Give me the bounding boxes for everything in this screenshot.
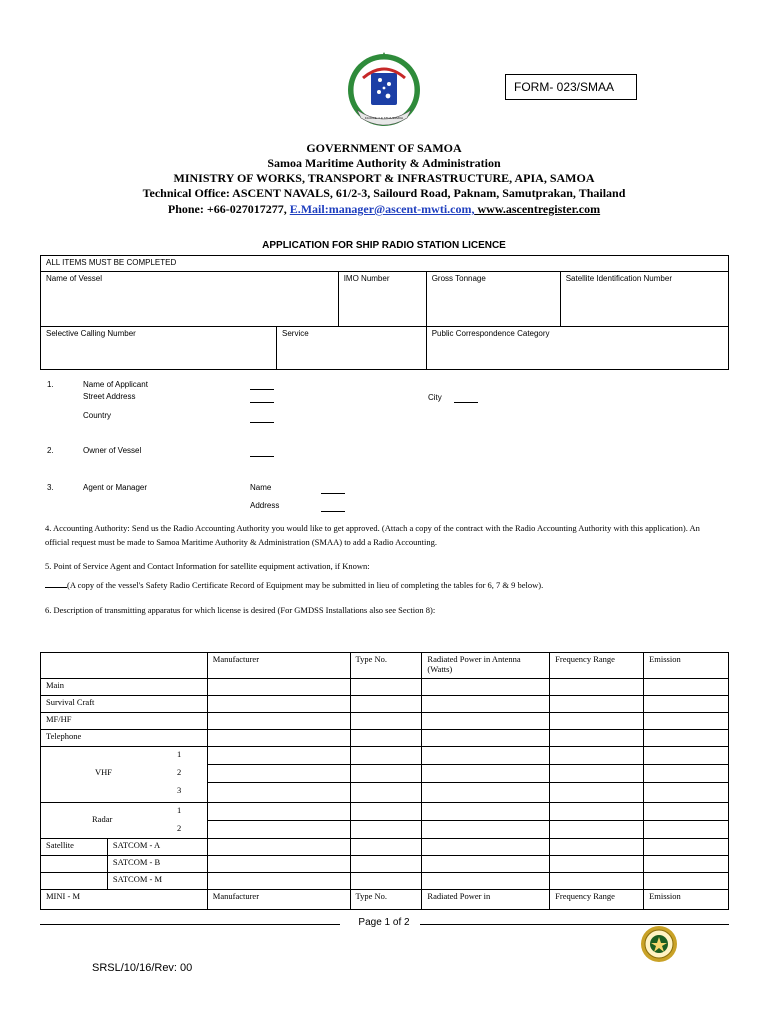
- website: www.ascentregister.com: [474, 202, 601, 216]
- service-agent-paragraph: 5. Point of Service Agent and Contact Information for satellite equipment activation, if Known:: [45, 561, 370, 571]
- transmitting-apparatus-table: [40, 652, 729, 910]
- agent-name-line[interactable]: [321, 484, 345, 494]
- table-row: [41, 696, 729, 713]
- agent-or-manager-label: Agent or Manager: [83, 483, 148, 492]
- table-row: [41, 747, 729, 765]
- page-number: Page 1 of 2: [358, 917, 410, 928]
- application-title: APPLICATION FOR SHIP RADIO STATION LICENCE: [262, 240, 506, 251]
- owner-line[interactable]: [250, 447, 274, 457]
- name-of-applicant-label: Name of Applicant: [83, 380, 148, 389]
- transmitting-apparatus-paragraph: 6. Description of transmitting apparatus for which license is desired (For GMDSS Installations also see Section 8):: [45, 605, 436, 615]
- authority-seal-icon: [640, 925, 678, 963]
- item-2-number: 2.: [47, 446, 54, 455]
- country-label: Country: [83, 411, 112, 420]
- table-row: [41, 679, 729, 696]
- header-contact: [0, 202, 768, 217]
- certificate-line[interactable]: [45, 579, 67, 588]
- repeat-header-frequency-range: Frequency Range: [550, 890, 644, 910]
- table-row: [41, 713, 729, 730]
- table-row: [41, 803, 729, 821]
- header-radiated-power: Radiated Power in Antenna (Watts): [422, 653, 550, 679]
- satellite-id-field[interactable]: Satellite Identification Number: [560, 272, 728, 327]
- item-3-number: 3.: [47, 483, 54, 492]
- table-row: [41, 730, 729, 747]
- note-cell: ALL ITEMS MUST BE COMPLETED: [41, 256, 729, 272]
- repeat-header-manufacturer: Manufacturer: [207, 890, 350, 910]
- table-row: [41, 873, 729, 890]
- street-address-label: Street Address: [83, 392, 136, 401]
- header-manufacturer: Manufacturer: [207, 653, 350, 679]
- repeat-header-type-no: Type No.: [350, 890, 422, 910]
- email-link[interactable]: E.Mail:manager@ascent-mwti.com,: [289, 202, 475, 216]
- agent-name-label: Name: [250, 483, 272, 492]
- vessel-info-table: [40, 255, 729, 370]
- satcom-a-label: SATCOM - A: [107, 839, 207, 856]
- form-code: FORM- 023/SMAA: [514, 80, 615, 94]
- country-line[interactable]: [250, 413, 274, 423]
- header-government: GOVERNMENT OF SAMOA: [306, 141, 462, 155]
- service-field[interactable]: Service: [277, 327, 427, 370]
- certificate-note: (A copy of the vessel's Safety Radio Certificate Record of Equipment may be submitted in lieu of completing the tables for 6, 7 & 9 below).: [45, 578, 725, 592]
- row-mfhf-label: MF/HF: [41, 713, 208, 730]
- satcom-m-label: SATCOM - M: [107, 873, 207, 890]
- crest-motto: FA'AVAE I LE ATUA SAMOA: [365, 116, 403, 120]
- agent-address-label: Address: [250, 501, 280, 510]
- gross-tonnage-field[interactable]: Gross Tonnage: [426, 272, 560, 327]
- phone: Phone: +66-027017277,: [167, 202, 290, 216]
- table-row: [41, 856, 729, 873]
- row-radar-label: Radar 1 2: [41, 803, 208, 839]
- header-technical-office: Technical Office: ASCENT NAVALS, 61/2-3, Sailourd Road, Paknam, Samutprakan, Thailand: [142, 186, 626, 200]
- header-emission: Emission: [644, 653, 729, 679]
- repeat-header-emission: Emission: [644, 890, 729, 910]
- applicant-name-line[interactable]: [250, 380, 274, 390]
- agent-address-line[interactable]: [321, 502, 345, 512]
- vessel-name-field[interactable]: Name of Vessel: [41, 272, 339, 327]
- table-row: [41, 890, 729, 910]
- form-code-box: [505, 74, 637, 100]
- row-satellite-label: Satellite: [41, 839, 108, 856]
- header-type-no: Type No.: [350, 653, 422, 679]
- accounting-authority-paragraph: 4. Accounting Authority: Send us the Radio Accounting Authority you would like to get approved. (Attach a copy of the contract with the Radio Accounting Authority with this application). An official request must be made to Samoa Maritime Authority & Administration (SMAA) to add a Radio Accounting.: [45, 523, 700, 547]
- header-ministry: MINISTRY OF WORKS, TRANSPORT & INFRASTRUCTURE, APIA, SAMOA: [173, 171, 595, 185]
- imo-field[interactable]: IMO Number: [338, 272, 426, 327]
- row-telephone-label: Telephone: [41, 730, 208, 747]
- footer-code: SRSL/10/16/Rev: 00: [92, 962, 193, 974]
- repeat-header-radiated-power: Radiated Power in: [422, 890, 550, 910]
- city-line[interactable]: [454, 393, 478, 403]
- satcom-b-label: SATCOM - B: [107, 856, 207, 873]
- public-correspondence-field[interactable]: Public Correspondence Category: [426, 327, 728, 370]
- selective-calling-field[interactable]: Selective Calling Number: [41, 327, 277, 370]
- row-survival-craft-label: Survival Craft: [41, 696, 208, 713]
- city-label: City: [428, 393, 442, 402]
- item-1-number: 1.: [47, 380, 54, 389]
- row-vhf-label: VHF 1 2 3: [41, 747, 208, 803]
- header-authority: Samoa Maritime Authority & Administration: [267, 156, 501, 170]
- row-main-label: Main: [41, 679, 208, 696]
- street-address-line[interactable]: [250, 393, 274, 403]
- table-row: [41, 839, 729, 856]
- owner-of-vessel-label: Owner of Vessel: [83, 446, 142, 455]
- header-frequency-range: Frequency Range: [550, 653, 644, 679]
- row-mini-m-label: MINI - M: [41, 890, 208, 910]
